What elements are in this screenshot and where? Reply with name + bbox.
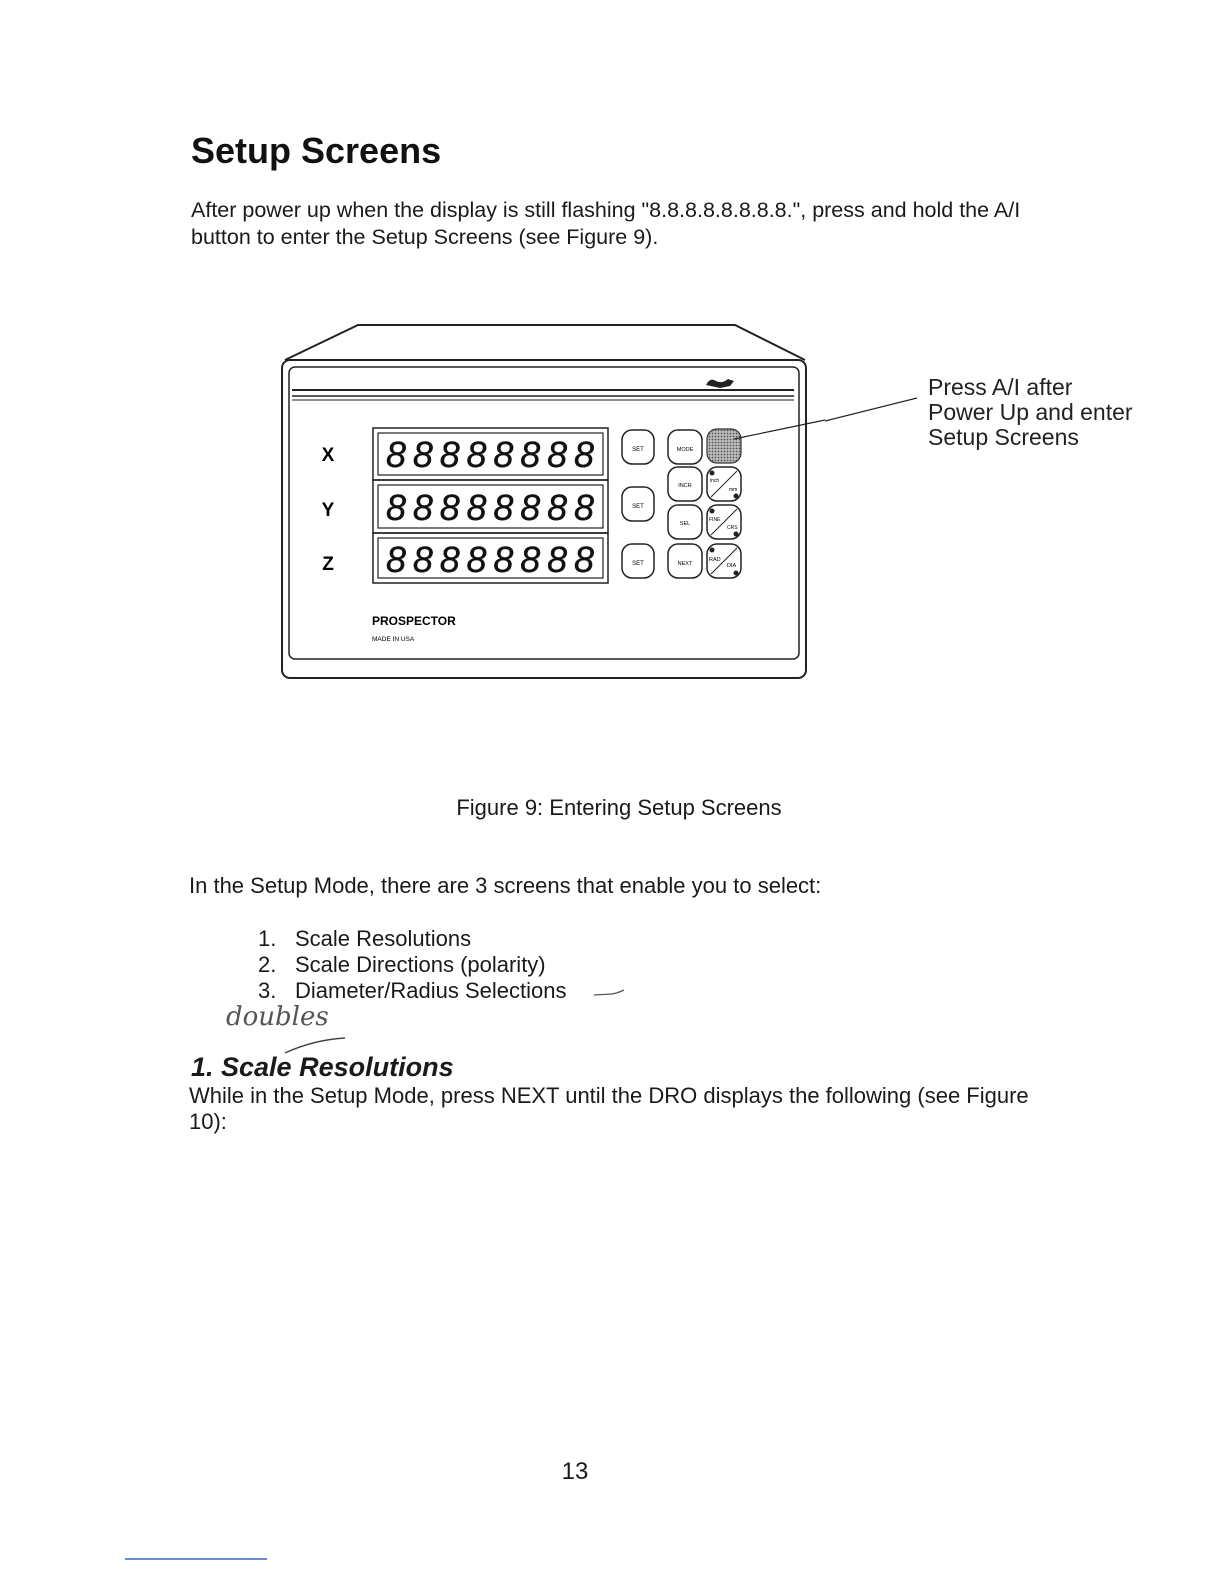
dro-panel-figure bbox=[270, 315, 830, 695]
svg-text:FINE: FINE bbox=[709, 517, 721, 523]
rad-dia-toggle-button[interactable] bbox=[707, 544, 741, 578]
svg-text:mm: mm bbox=[729, 487, 738, 493]
display-x bbox=[373, 428, 608, 480]
list-item: 1. Scale Resolutions bbox=[258, 926, 472, 951]
inch-mm-toggle-button[interactable] bbox=[707, 467, 741, 501]
intro-paragraph: After power up when the display is still flashing "8.8.8.8.8.8.8.8.", press and hold the A/I button to enter the Setup Screens (see Figure 9). bbox=[191, 198, 1021, 249]
svg-text:SET: SET bbox=[632, 504, 644, 510]
brand-logo-icon bbox=[706, 379, 734, 388]
svg-text:NEXT: NEXT bbox=[677, 561, 693, 567]
svg-text:SET: SET bbox=[632, 447, 644, 453]
display-z bbox=[373, 533, 608, 583]
handwritten-note: doubles bbox=[226, 1002, 329, 1032]
handwritten-dash-mark bbox=[592, 986, 626, 1000]
svg-text:DIA: DIA bbox=[727, 563, 737, 569]
svg-text:inch: inch bbox=[710, 478, 720, 484]
next-button[interactable] bbox=[668, 544, 702, 578]
page-title: Setup Screens bbox=[191, 130, 442, 171]
svg-text:MODE: MODE bbox=[676, 447, 694, 453]
figure-caption: Figure 9: Entering Setup Screens bbox=[456, 795, 782, 820]
figure-callout bbox=[928, 375, 1133, 450]
set-button-y[interactable] bbox=[622, 487, 654, 521]
svg-text:SEL: SEL bbox=[679, 521, 691, 527]
list-item: 3. Diameter/Radius Selections bbox=[258, 978, 567, 1003]
display-y bbox=[373, 480, 608, 533]
incr-button[interactable] bbox=[668, 467, 702, 501]
brand-name: PROSPECTOR bbox=[372, 614, 456, 628]
section-heading-scale-resolutions: 1. Scale Resolutions bbox=[191, 1052, 454, 1082]
callout-leader-extension bbox=[825, 395, 920, 425]
callout-leader-line bbox=[734, 420, 825, 439]
setup-screens-list bbox=[258, 926, 566, 1004]
indicator-led-icon bbox=[710, 509, 715, 514]
ai-button[interactable] bbox=[707, 429, 741, 463]
display-y-digits: 88888888 bbox=[386, 487, 594, 528]
made-in-label: MADE IN USA bbox=[372, 636, 415, 643]
indicator-led-icon bbox=[710, 548, 715, 553]
section-paragraph: While in the Setup Mode, press NEXT until the DRO displays the following (see Figure 10): bbox=[189, 1083, 1029, 1134]
fine-crs-toggle-button[interactable] bbox=[707, 505, 741, 539]
callout-line-3: Setup Screens bbox=[928, 424, 1079, 450]
set-button-z[interactable] bbox=[622, 544, 654, 578]
svg-text:RAD: RAD bbox=[709, 557, 721, 563]
indicator-led-icon bbox=[710, 471, 715, 476]
axis-label-y: Y bbox=[321, 500, 335, 521]
mode-button[interactable] bbox=[668, 430, 702, 464]
indicator-led-icon bbox=[734, 494, 739, 499]
bottom-rule bbox=[125, 1558, 267, 1560]
callout-line-1: Press A/I after bbox=[928, 374, 1073, 400]
indicator-led-icon bbox=[734, 532, 739, 537]
list-item: 2. Scale Directions (polarity) bbox=[258, 952, 546, 977]
svg-text:CRS: CRS bbox=[727, 525, 738, 531]
display-x-digits: 88888888 bbox=[386, 434, 594, 475]
indicator-led-icon bbox=[734, 571, 739, 576]
svg-text:INCR: INCR bbox=[678, 483, 692, 489]
axis-label-x: X bbox=[321, 445, 335, 466]
sel-button[interactable] bbox=[668, 505, 702, 539]
panel-top-bevel bbox=[285, 325, 805, 360]
display-z-digits: 88888888 bbox=[386, 539, 594, 580]
setup-intro-paragraph: In the Setup Mode, there are 3 screens that enable you to select: bbox=[189, 873, 822, 898]
callout-line-2: Power Up and enter bbox=[928, 399, 1133, 425]
axis-label-z: Z bbox=[322, 554, 334, 575]
set-button-x[interactable] bbox=[622, 430, 654, 464]
svg-text:SET: SET bbox=[632, 561, 644, 567]
page-number: 13 bbox=[561, 1458, 589, 1485]
